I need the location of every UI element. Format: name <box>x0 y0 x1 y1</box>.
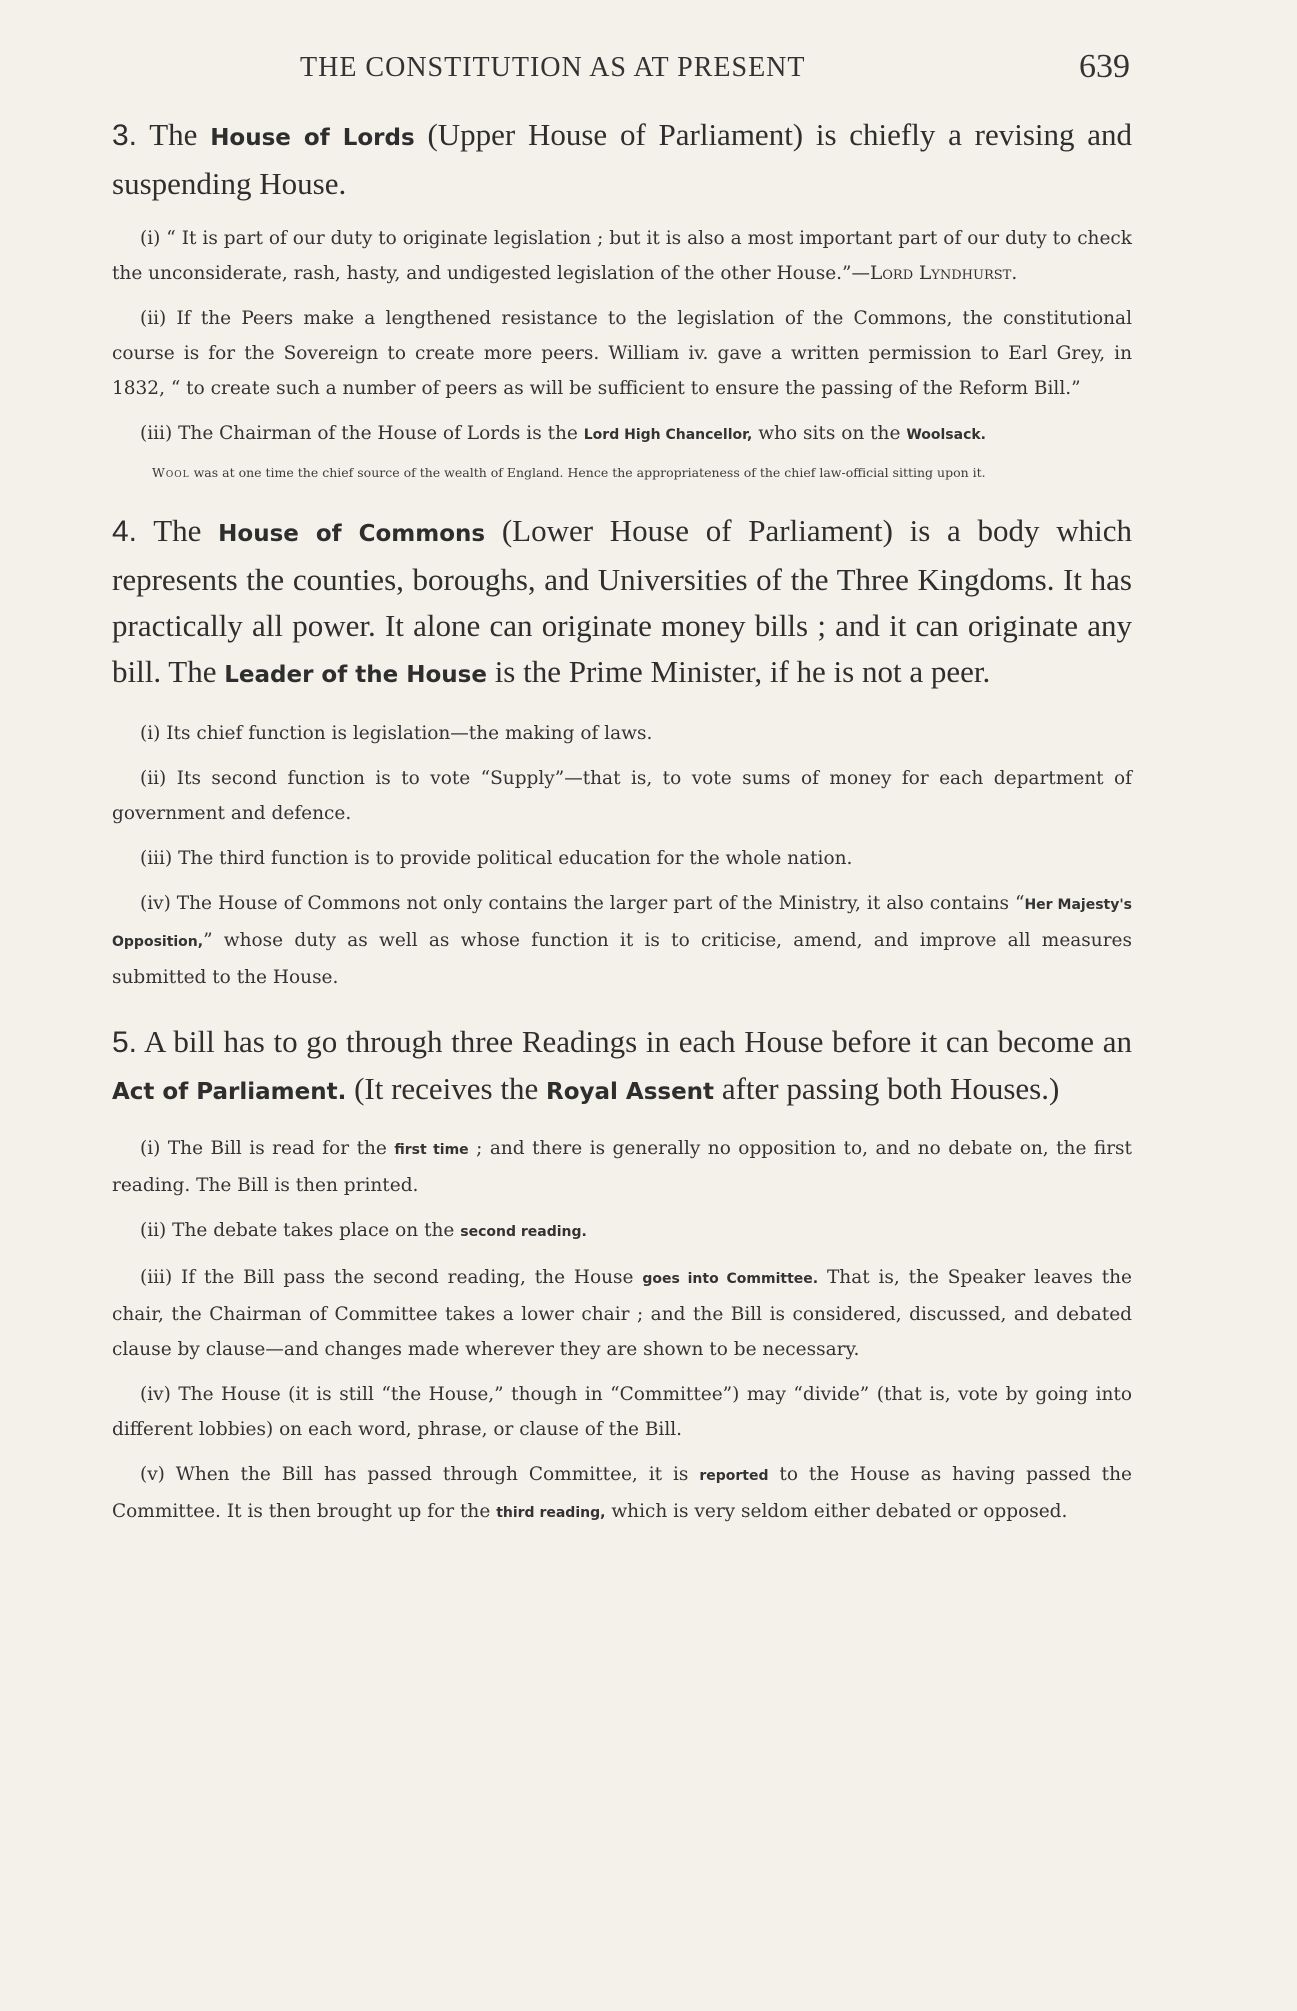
section-5-lead <box>112 1019 1132 1115</box>
bold-term: Royal Assent <box>545 1079 715 1105</box>
note-5-iv <box>112 1377 1132 1447</box>
text: (ii) If the Peers make a lengthened resistance to the legislation of the Commons, the constitutional course is for the Sovereign to create more peers. William iv. gave a written permission to Earl Grey, in 1832, “ to create such a number of peers as will be sufficient to ensure the passing of the Reform Bill.” <box>112 308 1132 399</box>
note-4-iv <box>112 886 1132 995</box>
bold-term: second reading. <box>460 1224 587 1240</box>
text: (iv) The House (it is still “the House,” though in “Committee”) may “divide” (that is, vote by going into different lobbies) on each word, phrase, or clause of the Bill. <box>112 1384 1132 1440</box>
bold-term: Act of Parliament. <box>112 1079 347 1105</box>
bold-term: Leader of the House <box>224 662 487 688</box>
note-3-i <box>112 221 1132 291</box>
text: The <box>153 513 202 548</box>
text: (It receives the <box>354 1071 539 1106</box>
bold-term: House of Lords <box>210 125 415 151</box>
section-4-lead <box>112 508 1132 698</box>
note-4-iii <box>112 841 1132 876</box>
text: is the Prime Minister, if he is not a peer. <box>494 654 991 689</box>
bold-term: third reading, <box>496 1505 606 1521</box>
page-content <box>112 112 1132 1531</box>
section-5 <box>112 1019 1132 1531</box>
page-header <box>300 48 1130 92</box>
bold-term: House of Commons <box>218 521 486 547</box>
text: was at one time the chief source of the wealth of England. Hence the appropriateness of the chief law-official sitting upon it. <box>193 465 986 480</box>
text: to the House as having passed the Committee. It is then brought up for the <box>112 1464 1132 1522</box>
text: which is very seldom either debated or opposed. <box>611 1501 1068 1522</box>
section-4 <box>112 508 1132 995</box>
text: Wool <box>152 465 190 480</box>
text: That is, the Speaker leaves the chair, the Chairman of Committee takes a lower chair ; and the Bill is considered, discussed, and debated clause by clause—and changes made wherever they are shown to be necessary. <box>112 1267 1132 1360</box>
text: (i) The Bill is read for the <box>140 1138 387 1159</box>
text: who sits on the <box>758 423 901 444</box>
author: Lord Lyndhurst. <box>869 263 1018 284</box>
text: (iii) The third function is to provide political education for the whole nation. <box>140 848 853 869</box>
text: (iv) The House of Commons not only contains the larger part of the Ministry, it also contains “ <box>140 893 1025 914</box>
note-3-ii <box>112 301 1132 406</box>
section-number: 4. <box>112 515 138 548</box>
note-4-i <box>112 716 1132 751</box>
text: A bill has to go through three Readings in each House before it can become an <box>144 1024 1132 1059</box>
bold-term: goes into Committee. <box>642 1271 819 1287</box>
section-3-lead <box>112 112 1132 207</box>
text: (Lower House of Parliament) is a body which represents the counties, boroughs, and Universities of the Three Kingdoms. It has practically all power. It alone can originate money bills ; and it can originate any bill. The <box>112 513 1133 689</box>
text: (ii) Its second function is to vote “Supply”—that is, to vote sums of money for each department of government and defence. <box>112 768 1132 824</box>
running-title: THE CONSTITUTION AS AT PRESENT <box>300 52 806 83</box>
note-5-ii <box>112 1213 1132 1250</box>
footnote-wool <box>112 461 1132 484</box>
text: (ii) The debate takes place on the <box>140 1220 455 1241</box>
note-4-ii <box>112 761 1132 831</box>
text: after passing both Houses.) <box>721 1071 1060 1106</box>
bold-term: first time <box>394 1142 469 1158</box>
text: (i) “ It is part of our duty to originate legislation ; but it is also a most important part of our duty to check the unconsiderate, rash, hasty, and undigested legislation of the other House.”— <box>112 228 1132 284</box>
section-number: 5. <box>112 1026 138 1059</box>
bold-term: Lord High Chancellor, <box>583 427 753 443</box>
text: (iii) If the Bill pass the second reading, the House <box>140 1267 634 1288</box>
text: The <box>149 117 198 152</box>
note-3-iii <box>112 416 1132 453</box>
text: (i) Its chief function is legislation—the making of laws. <box>140 723 653 744</box>
text: (Upper House of Parliament) is chiefly a revising and suspending House. <box>112 117 1133 201</box>
section-3 <box>112 112 1132 484</box>
bold-term: reported <box>699 1468 769 1484</box>
section-number: 3. <box>112 119 138 152</box>
text: ; and there is generally no opposition to, and no debate on, the first reading. The Bill is then printed. <box>112 1138 1132 1196</box>
note-5-i <box>112 1131 1132 1203</box>
bold-term: Woolsack. <box>906 427 986 443</box>
text: ” whose duty as well as whose function it is to criticise, amend, and improve all measures submitted to the House. <box>112 930 1132 988</box>
bold-term: Her Majesty's Opposition, <box>112 897 1132 950</box>
text: (v) When the Bill has passed through Committee, it is <box>140 1464 689 1485</box>
note-5-iii <box>112 1260 1132 1367</box>
text: (iii) The Chairman of the House of Lords is the <box>140 423 578 444</box>
note-5-v <box>112 1457 1132 1531</box>
page-number: 639 <box>1079 48 1130 85</box>
